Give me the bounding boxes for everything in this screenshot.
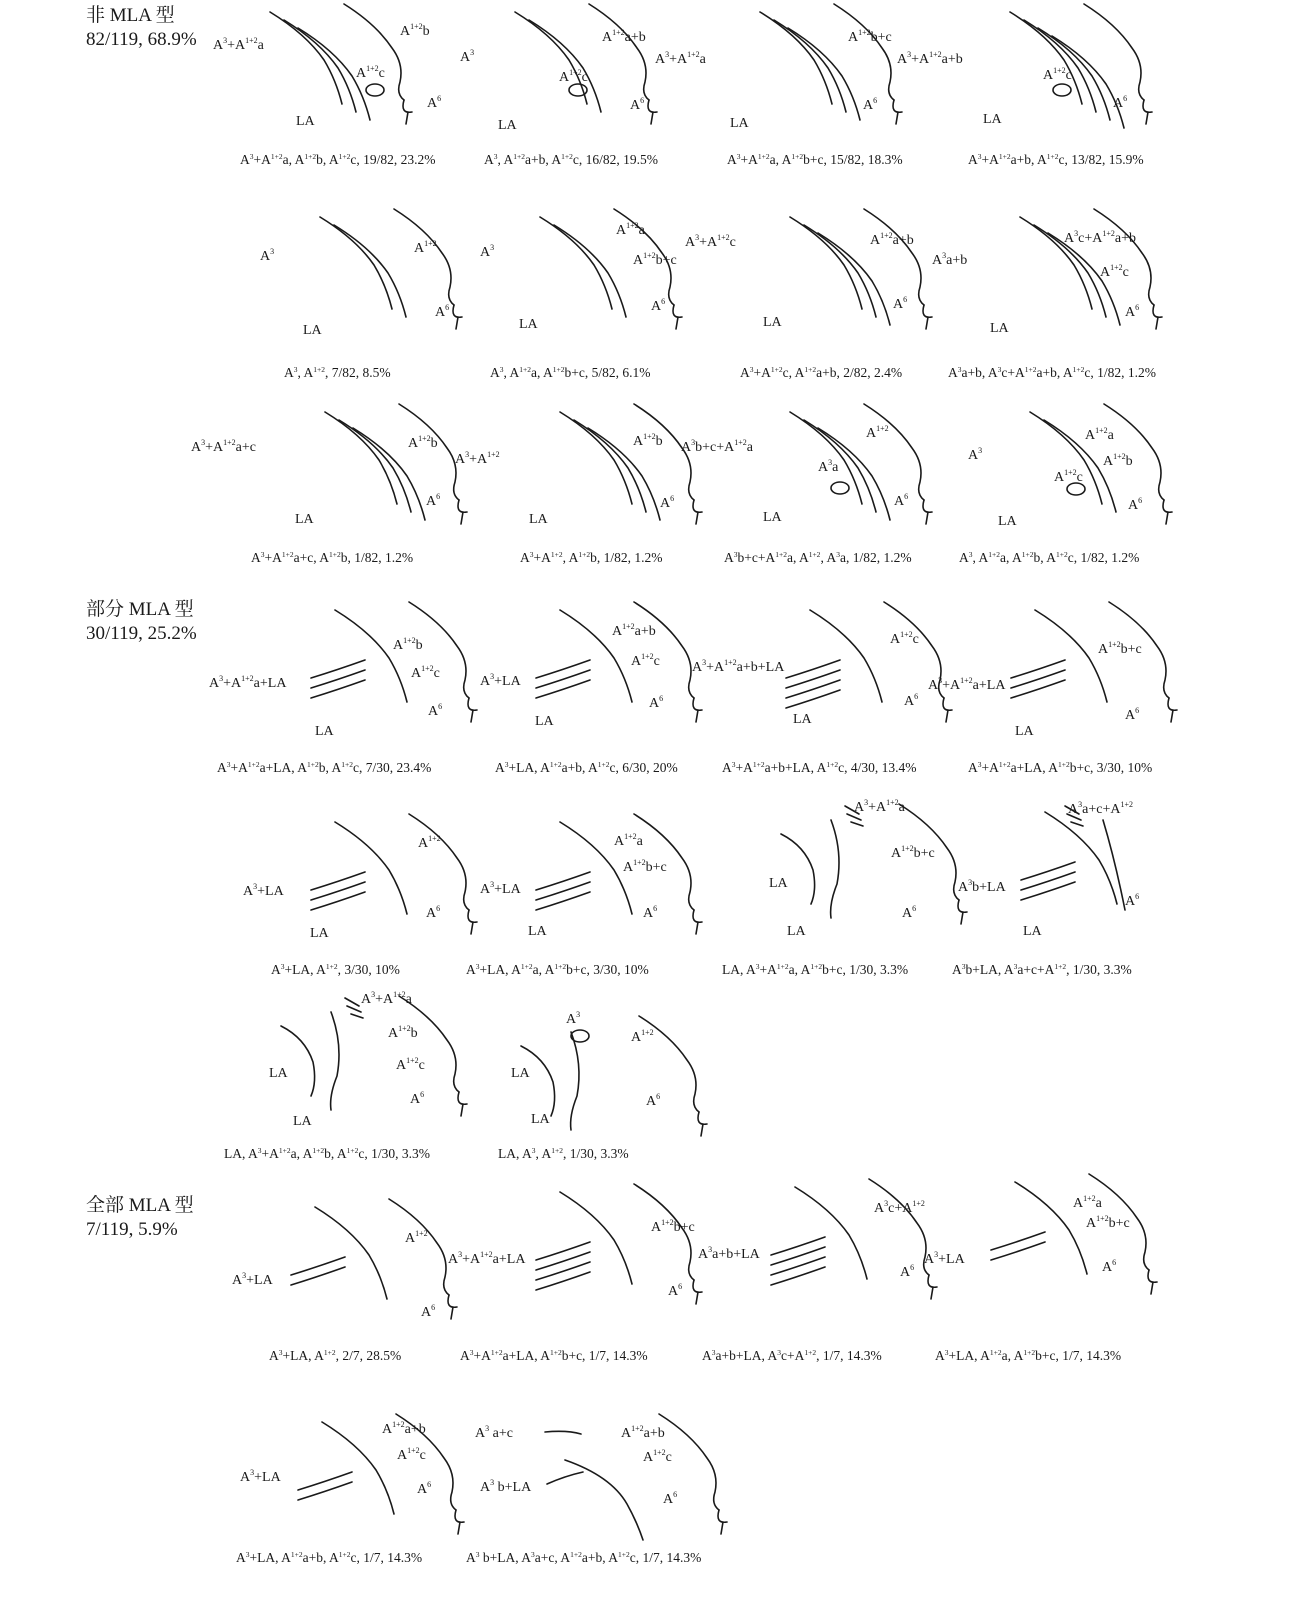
branch-label: LA	[998, 514, 1017, 529]
branch-label: LA	[1015, 724, 1034, 739]
vessel-sketch	[985, 800, 1225, 950]
panel-caption: LA, $A^3$, $A^{1+2}$, 1/30, 3.3%	[498, 1146, 629, 1161]
branch-label: $A^6$	[651, 297, 666, 314]
vessel-sketch	[505, 1012, 745, 1162]
branch-label: $A^{1+2}a+b$	[870, 231, 914, 248]
branch-label: $A^3+A^{1+2}a$	[361, 990, 412, 1007]
branch-label: $A^{1+2}c$	[1054, 468, 1083, 485]
branch-label: $A^3$	[460, 48, 475, 65]
vessel-branch	[1148, 1270, 1157, 1294]
branch-label: LA	[529, 512, 548, 527]
group-title: 全部 MLA 型	[86, 1195, 194, 1216]
branch-label: LA	[535, 714, 554, 729]
branch-label: $A^{1+2}a+b$	[382, 1420, 426, 1437]
branch-label: $A^3+A^{1+2}a+b$	[897, 50, 963, 67]
branch-label: LA	[519, 317, 538, 332]
vessel-branch	[536, 872, 590, 890]
panel-caption: $A^3a+b+LA$, $A^3c+A^{1+2}$, 1/7, 14.3%	[702, 1348, 882, 1363]
branch-label: $A^{1+2}b+c$	[848, 28, 892, 45]
vessel-branch	[311, 680, 365, 698]
vessel-sketch	[955, 1170, 1195, 1320]
vessel-branch	[693, 500, 702, 524]
branch-label: $A^{1+2}c$	[643, 1448, 672, 1465]
vessel-sketch	[260, 205, 500, 355]
branch-label: $A^3+A^{1+2}a$	[213, 36, 264, 53]
vessel-sketch	[730, 205, 970, 355]
vessel-branch	[536, 892, 590, 910]
branch-label: $A^{1+2}b+c$	[1098, 640, 1142, 657]
group-header	[86, 598, 197, 646]
vessel-branch	[335, 610, 407, 702]
branch-label: LA	[531, 1112, 550, 1127]
branch-label: $A^{1+2}b+c$	[1086, 1214, 1130, 1231]
branch-label: $A^{1+2}$	[405, 1229, 428, 1246]
vessel-sketch	[735, 1175, 975, 1325]
branch-label: LA	[295, 512, 314, 527]
vessel-branch	[795, 1187, 867, 1279]
vessel-cross-section	[571, 1030, 589, 1042]
branch-label: $A^{1+2}b$	[408, 434, 438, 451]
branch-label: LA	[787, 924, 806, 939]
vessel-branch	[693, 910, 702, 934]
vessel-cross-section	[1053, 84, 1071, 96]
branch-label: $A^6$	[646, 1092, 661, 1109]
branch-label: $A^3+A^{1+2}a+b+LA$	[692, 658, 785, 675]
branch-label: $A^{1+2}a$	[614, 832, 643, 849]
branch-label: $A^{1+2}b$	[633, 432, 663, 449]
vessel-branch	[786, 670, 840, 688]
vessel-sketch	[480, 205, 720, 355]
branch-label: $A^3b+LA$	[958, 878, 1006, 895]
branch-label: $A^3a+c+A^{1+2}$	[1068, 800, 1133, 817]
vessel-branch	[547, 1472, 583, 1484]
branch-label: $A^{1+2}b$	[1103, 452, 1133, 469]
vessel-branch	[311, 670, 365, 688]
vessel-branch	[771, 1257, 825, 1275]
vessel-branch	[536, 670, 590, 688]
vessel-branch	[1021, 872, 1075, 890]
branch-label: $A^{1+2}c$	[1043, 66, 1072, 83]
vessel-branch	[291, 1257, 345, 1275]
branch-label: LA	[1023, 924, 1042, 939]
group-header	[86, 4, 197, 52]
branch-label: $A^6$	[417, 1480, 432, 1497]
group-header	[86, 1194, 194, 1242]
panel-caption: $A^3$, $A^{1+2}a$, $A^{1+2}b+c$, 5/82, 6.1%	[490, 365, 651, 380]
branch-label: $A^3a+b+LA$	[698, 1245, 760, 1262]
branch-label: LA	[296, 114, 315, 129]
vessel-branch	[923, 305, 932, 329]
branch-label: $A^{1+2}c$	[397, 1446, 426, 1463]
vessel-branch	[468, 910, 477, 934]
branch-label: $A^{1+2}b+c$	[891, 844, 935, 861]
branch-label: $A^3a$	[818, 458, 839, 475]
branch-label: $A^3+A^{1+2}a$	[854, 798, 905, 815]
branch-label: $A^3$ b+LA	[480, 1478, 532, 1495]
branch-label: $A^3+A^{1+2}a+LA$	[448, 1250, 526, 1267]
vessel-branch	[589, 4, 649, 100]
branch-label: LA	[528, 924, 547, 939]
branch-label: LA	[990, 321, 1009, 336]
panel-caption: $A^3+A^{1+2}a+b$, $A^{1+2}c$, 13/82, 15.9%	[968, 152, 1144, 167]
branch-label: $A^3+LA$	[480, 672, 521, 689]
panel-caption: $A^3a+b$, $A^3c+A^{1+2}a+b$, $A^{1+2}c$, 1/82, 1.2%	[948, 365, 1156, 380]
branch-label: $A^6$	[668, 1282, 683, 1299]
branch-label: $A^6$	[630, 96, 645, 113]
vessel-branch	[1021, 882, 1075, 900]
branch-label: LA	[303, 323, 322, 338]
vessel-branch	[781, 834, 815, 904]
branch-label: $A^3+LA$	[480, 880, 521, 897]
vessel-branch	[291, 1267, 345, 1285]
vessel-branch	[1168, 698, 1177, 722]
branch-label: $A^3c+A^{1+2}$	[874, 1199, 925, 1216]
vessel-branch	[1011, 680, 1065, 698]
branch-label: $A^{1+2}a+b$	[612, 622, 656, 639]
panel-caption: $A^3+A^{1+2}a$, $A^{1+2}b+c$, 15/82, 18.3%	[727, 152, 903, 167]
branch-label: $A^6$	[1102, 1258, 1117, 1275]
vessel-branch	[545, 1431, 581, 1434]
branch-label: $A^{1+2}c$	[356, 64, 385, 81]
branch-label: $A^6$	[893, 295, 908, 312]
group-title: 非 MLA 型	[86, 5, 175, 26]
vessel-branch	[923, 500, 932, 524]
panel-caption: $A^3$, $A^{1+2}a+b$, $A^{1+2}c$, 16/82, 19.5%	[484, 152, 658, 167]
branch-label: LA	[730, 116, 749, 131]
vessel-branch	[455, 1510, 464, 1534]
vessel-sketch	[975, 598, 1215, 748]
vessel-branch	[468, 698, 477, 722]
branch-label: LA	[293, 1114, 312, 1129]
branch-label: $A^3+LA$	[243, 882, 284, 899]
vessel-sketch	[730, 400, 970, 550]
vessel-branch	[536, 1272, 590, 1290]
vessel-branch	[403, 100, 412, 124]
branch-label: LA	[763, 510, 782, 525]
vessel-branch	[786, 680, 840, 698]
vessel-branch	[831, 820, 839, 918]
branch-label: $A^{1+2}a$	[1073, 1194, 1102, 1211]
vessel-branch	[1163, 500, 1172, 524]
branch-label: $A^6$	[660, 494, 675, 511]
vessel-branch	[1143, 100, 1152, 124]
vessel-branch	[834, 4, 894, 100]
vessel-branch	[958, 900, 967, 924]
branch-label: $A^{1+2}c$	[559, 68, 588, 85]
branch-label: LA	[983, 112, 1002, 127]
vessel-branch	[698, 1112, 707, 1136]
vessel-branch	[529, 20, 601, 112]
vessel-branch	[536, 882, 590, 900]
group-title: 部分 MLA 型	[86, 599, 194, 620]
branch-label: $A^6$	[902, 904, 917, 921]
vessel-branch	[399, 404, 459, 500]
vessel-branch	[311, 892, 365, 910]
panel-caption: $A^3b+c+A^{1+2}a$, $A^{1+2}$, $A^3a$, 1/82, 1.2%	[724, 550, 912, 565]
vessel-branch	[560, 1192, 632, 1284]
branch-label: $A^6$	[863, 96, 878, 113]
panel-caption: LA, $A^3+A^{1+2}a$, $A^{1+2}b$, $A^{1+2}c$, 1/30, 3.3%	[224, 1146, 430, 1161]
branch-label: LA	[315, 724, 334, 739]
panel-caption: $A^3+LA$, $A^{1+2}$, 3/30, 10%	[271, 962, 400, 977]
branch-label: $A^6$	[643, 904, 658, 921]
vessel-branch	[536, 680, 590, 698]
branch-label: $A^6$	[428, 702, 443, 719]
group-stat: 7/119, 5.9%	[86, 1219, 178, 1240]
branch-label: LA	[769, 876, 788, 891]
branch-label: $A^6$	[435, 303, 450, 320]
vessel-branch	[864, 404, 924, 500]
group-stat: 30/119, 25.2%	[86, 623, 197, 644]
vessel-branch	[448, 1295, 457, 1319]
vessel-branch	[693, 698, 702, 722]
branch-label: $A^{1+2}b$	[388, 1024, 418, 1041]
vessel-branch	[458, 1092, 467, 1116]
vessel-branch	[1021, 862, 1075, 880]
panel-caption: $A^3+LA$, $A^{1+2}a$, $A^{1+2}b+c$, 1/7, 14.3%	[935, 1348, 1122, 1363]
vessel-branch	[1153, 305, 1162, 329]
vessel-branch	[315, 1207, 387, 1299]
vessel-branch	[786, 690, 840, 708]
branch-label: $A^{1+2}a+b$	[621, 1424, 665, 1441]
branch-label: $A^{1+2}c$	[890, 630, 919, 647]
vessel-branch	[943, 698, 952, 722]
branch-label: $A^{1+2}b+c$	[633, 251, 677, 268]
branch-label: $A^6$	[410, 1090, 425, 1107]
branch-label: $A^{1+2}b+c$	[651, 1218, 695, 1235]
branch-label: LA	[793, 712, 812, 727]
branch-label: $A^3+A^{1+2}a+c$	[191, 438, 256, 455]
branch-label: $A^3$	[566, 1010, 581, 1027]
vessel-branch	[718, 1510, 727, 1534]
branch-label: LA	[310, 926, 329, 941]
panel-caption: LA, $A^3+A^{1+2}a$, $A^{1+2}b+c$, 1/30, 3.3%	[722, 962, 909, 977]
vessel-branch	[311, 882, 365, 900]
branch-label: $A^3c+A^{1+2}a+b$	[1064, 229, 1136, 246]
branch-label: $A^{1+2}c$	[411, 664, 440, 681]
branch-label: $A^{1+2}$	[866, 424, 889, 441]
panel-caption: $A^3+A^{1+2}a+LA$, $A^{1+2}b+c$, 3/30, 10%	[968, 760, 1153, 775]
vessel-branch	[344, 4, 404, 100]
panel-caption: $A^3+A^{1+2}$, $A^{1+2}b$, 1/82, 1.2%	[520, 550, 663, 565]
vessel-branch	[281, 1026, 315, 1096]
branch-label: $A^3+A^{1+2}a+LA$	[928, 676, 1006, 693]
panel-caption: $A^3+A^{1+2}a+LA$, $A^{1+2}b+c$, 1/7, 14.3%	[460, 1348, 648, 1363]
panel-caption: $A^3+A^{1+2}a+c$, $A^{1+2}b$, 1/82, 1.2%	[251, 550, 414, 565]
branch-label: $A^{1+2}a+b$	[602, 28, 646, 45]
vessel-branch	[458, 500, 467, 524]
panel-caption: $A^3+LA$, $A^{1+2}a+b$, $A^{1+2}c$, 6/30, 20%	[495, 760, 678, 775]
vessel-sketch	[255, 1195, 495, 1345]
panel-caption: $A^3+LA$, $A^{1+2}a$, $A^{1+2}b+c$, 3/30, 10%	[466, 962, 649, 977]
vessel-branch	[1011, 670, 1065, 688]
vessel-branch	[673, 305, 682, 329]
vessel-branch	[453, 305, 462, 329]
vessel-branch	[1094, 209, 1154, 305]
vessel-branch	[810, 610, 882, 702]
vessel-branch	[565, 1460, 643, 1540]
branch-label: $A^6$	[426, 492, 441, 509]
vessel-branch	[893, 100, 902, 124]
vessel-branch	[928, 1275, 937, 1299]
branch-label: $A^6$	[649, 694, 664, 711]
vessel-sketch	[750, 598, 990, 748]
vessel-branch	[394, 209, 454, 305]
branch-label: $A^{1+2}a$	[616, 221, 645, 238]
branch-label: $A^3+A^{1+2}$	[455, 450, 500, 467]
branch-label: $A^6$	[426, 904, 441, 921]
panel-caption: $A^3+A^{1+2}a+LA$, $A^{1+2}b$, $A^{1+2}c$, 7/30, 23.4%	[217, 760, 432, 775]
vessel-branch	[298, 1472, 352, 1490]
branch-label: $A^3+LA$	[924, 1250, 965, 1267]
panel-caption: $A^3+LA$, $A^{1+2}a+b$, $A^{1+2}c$, 1/7, 14.3%	[236, 1550, 423, 1565]
vessel-branch	[571, 1032, 579, 1130]
branch-label: $A^3$	[480, 243, 495, 260]
vessel-branch	[536, 1262, 590, 1280]
branch-label: $A^{1+2}c$	[396, 1056, 425, 1073]
branch-label: $A^3+A^{1+2}a+LA$	[209, 674, 287, 691]
panel-caption: $A^3$, $A^{1+2}$, 7/82, 8.5%	[284, 365, 391, 380]
vessel-branch	[864, 209, 924, 305]
branch-label: $A^3a+b$	[932, 251, 968, 268]
panel-caption: $A^3+LA$, $A^{1+2}$, 2/7, 28.5%	[269, 1348, 402, 1363]
branch-label: $A^6$	[1113, 94, 1128, 111]
vessel-branch	[771, 1267, 825, 1285]
vessel-branch	[634, 602, 694, 698]
vessel-branch	[771, 1247, 825, 1265]
branch-label: $A^6$	[427, 94, 442, 111]
branch-label: $A^6$	[1125, 892, 1140, 909]
branch-label: $A^6$	[900, 1263, 915, 1280]
vessel-branch	[399, 996, 459, 1092]
vessel-sketch	[275, 598, 515, 748]
branch-label: LA	[763, 315, 782, 330]
branch-label: LA	[269, 1066, 288, 1081]
branch-label: $A^{1+2}b$	[393, 636, 423, 653]
vessel-branch	[693, 1280, 702, 1304]
panel-caption: $A^3$ b+LA, $A^3a+c$, $A^{1+2}a+b$, $A^{1+2}c$, 1/7, 14.3%	[466, 1550, 702, 1565]
vessel-branch	[991, 1242, 1045, 1260]
vessel-cross-section	[831, 482, 849, 494]
panel-caption: $A^3b+LA$, $A^3a+c+A^{1+2}$, 1/30, 3.3%	[952, 962, 1132, 977]
branch-label: $A^{1+2}$	[631, 1028, 654, 1045]
panel-caption: $A^3+A^{1+2}a$, $A^{1+2}b$, $A^{1+2}c$, 19/82, 23.2%	[240, 152, 436, 167]
vessel-cross-section	[366, 84, 384, 96]
vessel-branch	[335, 822, 407, 914]
branch-label: $A^6$	[894, 492, 909, 509]
branch-label: $A^3+LA$	[232, 1271, 273, 1288]
vessel-branch	[311, 872, 365, 890]
vessel-branch	[311, 660, 365, 678]
vessel-branch	[331, 1012, 339, 1110]
branch-label: $A^6$	[1125, 706, 1140, 723]
branch-label: $A^6$	[663, 1490, 678, 1507]
vessel-branch	[1103, 820, 1125, 910]
branch-label: $A^3+A^{1+2}a$	[655, 50, 706, 67]
vessel-branch	[1011, 660, 1065, 678]
branch-label: $A^3$	[260, 247, 275, 264]
vessel-branch	[1035, 610, 1107, 702]
branch-label: $A^3b+c+A^{1+2}a$	[681, 438, 753, 455]
vessel-branch	[1084, 4, 1144, 100]
branch-label: $A^6$	[421, 1303, 436, 1320]
branch-label: $A^3+LA$	[240, 1468, 281, 1485]
branch-label: $A^{1+2}$	[418, 834, 441, 851]
branch-label: $A^6$	[1128, 496, 1143, 513]
branch-label: $A^6$	[904, 692, 919, 709]
branch-label: $A^{1+2}c$	[631, 652, 660, 669]
branch-label: $A^{1+2}$	[414, 239, 437, 256]
vessel-branch	[536, 1242, 590, 1260]
branch-label: $A^{1+2}a$	[1085, 426, 1114, 443]
vessel-branch	[991, 1232, 1045, 1250]
group-stat: 82/119, 68.9%	[86, 29, 197, 50]
vessel-branch	[409, 814, 469, 910]
vessel-branch	[869, 1179, 929, 1275]
vessel-branch	[771, 1237, 825, 1255]
panel-caption: $A^3+A^{1+2}c$, $A^{1+2}a+b$, 2/82, 2.4%	[740, 365, 903, 380]
branch-label: $A^{1+2}b$	[400, 22, 430, 39]
branch-label: $A^3$	[968, 446, 983, 463]
vessel-branch	[536, 1252, 590, 1270]
vessel-branch	[334, 225, 406, 317]
branch-label: $A^{1+2}b+c$	[623, 858, 667, 875]
branch-label: $A^3+A^{1+2}c$	[685, 233, 736, 250]
vessel-branch	[648, 100, 657, 124]
branch-label: $A^3$ a+c	[475, 1424, 513, 1441]
vessel-branch	[389, 1199, 449, 1295]
branch-label: LA	[498, 118, 517, 133]
vessel-branch	[298, 1482, 352, 1500]
panel-caption: $A^3$, $A^{1+2}a$, $A^{1+2}b$, $A^{1+2}c$, 1/82, 1.2%	[959, 550, 1140, 565]
vessel-branch	[536, 660, 590, 678]
panel-caption: $A^3+A^{1+2}a+b+LA$, $A^{1+2}c$, 4/30, 13.4%	[722, 760, 917, 775]
vessel-branch	[786, 660, 840, 678]
branch-label: $A^6$	[1125, 303, 1140, 320]
branch-label: LA	[511, 1066, 530, 1081]
branch-label: $A^{1+2}c$	[1100, 263, 1129, 280]
